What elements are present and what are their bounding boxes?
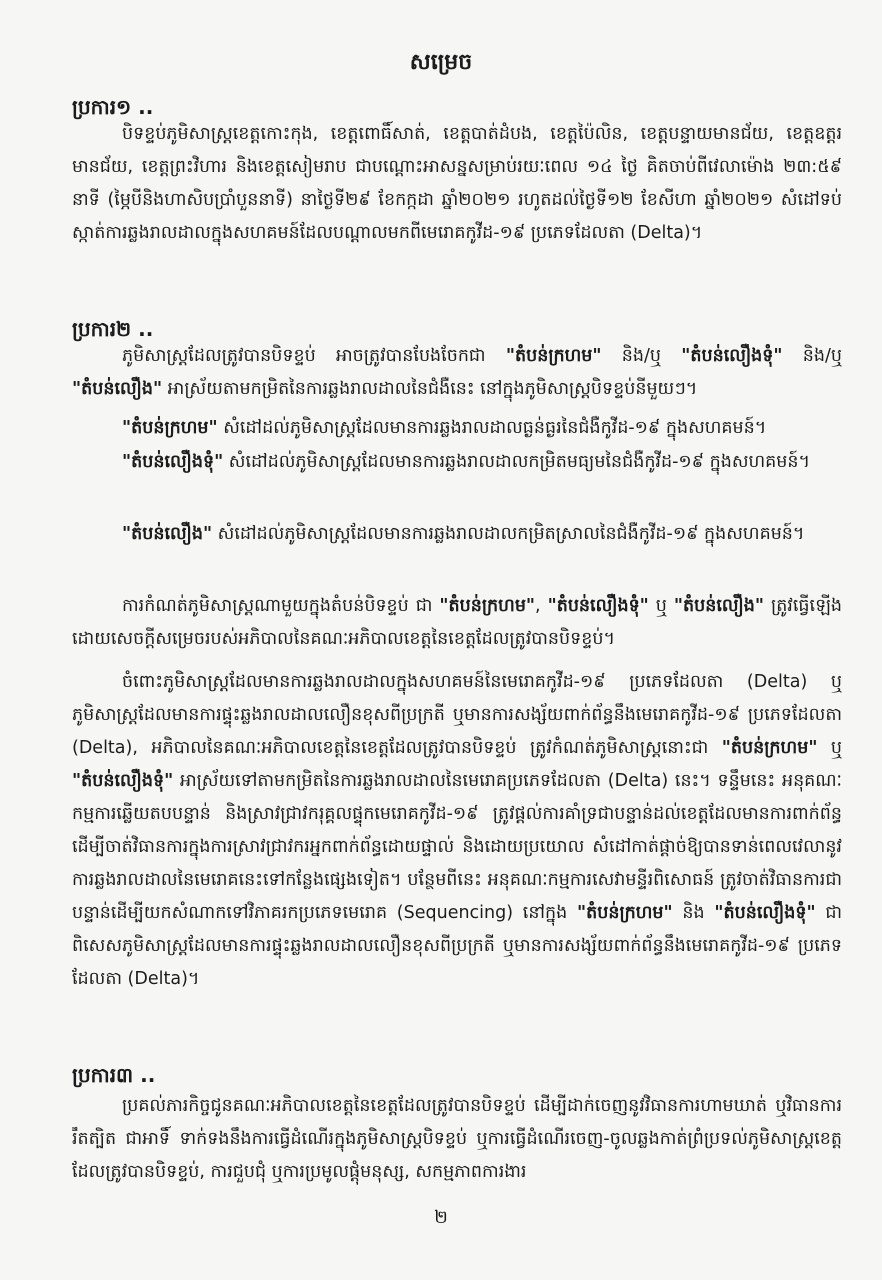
article-2-paragraph-1 bbox=[72, 340, 842, 408]
page-title: សម្រេច bbox=[409, 50, 473, 75]
text-segment: អាស្រ័យតាមកម្រិតនៃការឆ្លងរាលដាលនៃជំងឺនេះ នៅក្នុងភូមិសាស្ត្របិទខ្ទប់នីមួយៗ។ bbox=[162, 379, 698, 399]
term-red-zone: "តំបន់ក្រហម" bbox=[721, 738, 818, 758]
text-segment: និង bbox=[672, 903, 715, 923]
article-2-paragraph-5 bbox=[72, 590, 842, 658]
article-2-paragraph-3 bbox=[72, 446, 842, 514]
page-number: ២ bbox=[434, 1207, 448, 1228]
text-segment: និង/ឬ bbox=[782, 346, 842, 366]
article-3-paragraph: ប្រគល់ភារកិច្ចជូនគណៈអភិបាលខេត្តនៃខេត្តដែលត្រូវបានបិទខ្ទប់ ដើម្បីដាក់ចេញនូវវិធានការហាមឃាត់ ឬវិធានការរឹតត្បិត ជាអាទិ៍ ទាក់ទងនឹងការធ្វើដំណើរក្នុងភូមិសាស្ត្របិទខ្ទប់ ឬការធ្វើដំណើរចេញ-ចូលឆ្លងកាត់ព្រំប្រទល់ភូមិសាស្ត្រខេត្តដែលត្រូវបានបិទខ្ទប់, ការជួបជុំ ឬការប្រមូលផ្ដុំមនុស្ស, សកម្មភាពការងារ bbox=[72, 1096, 842, 1182]
text-segment: ជាពិសេសភូមិសាស្ត្រដែលមានការផ្ទុះឆ្លងរាលដាលលឿនខុសពីប្រក្រតី ឬមានការសង្ស័យពាក់ព័ន្ធនឹងមេរោគកូវីដ-១៩ ប្រភេទដែលតា (Delta)។ bbox=[72, 903, 842, 989]
term-dark-yellow-zone: "តំបន់លឿងទុំ" bbox=[72, 771, 174, 791]
term-yellow-zone: "តំបន់លឿង" bbox=[72, 379, 163, 399]
text-segment: និង/ឬ bbox=[601, 346, 682, 366]
text-segment: ឬ bbox=[648, 596, 674, 616]
article-2-heading: ប្រការ២ .. bbox=[72, 317, 154, 341]
text-segment: , bbox=[535, 596, 548, 616]
article-2-paragraph-4 bbox=[72, 518, 842, 586]
term-dark-yellow-zone: "តំបន់លឿងទុំ" bbox=[681, 346, 783, 366]
term-dark-yellow-zone: "តំបន់លឿងទុំ" bbox=[714, 903, 816, 923]
term-yellow-zone: "តំបន់លឿង" bbox=[122, 524, 213, 544]
term-red-zone: "តំបន់ក្រហម" bbox=[505, 346, 602, 366]
text-segment: ឬ bbox=[817, 738, 842, 758]
text-segment: ត្រូវធ្វើឡើងដោយសេចក្តីសម្រេចរបស់អភិបាលនៃគណៈអភិបាលខេត្តនៃខេត្តដែលត្រូវបានបិទខ្ទប់។ bbox=[72, 596, 842, 649]
article-2-paragraph-2 bbox=[72, 412, 842, 446]
text-segment: អាស្រ័យទៅតាមកម្រិតនៃការឆ្លងរាលដាលនៃមេរោគប្រភេទដែលតា (Delta) នេះ។ ទន្ទឹមនេះ អនុគណៈកម្មការឆ្លើយតបបន្ទាន់ និងស្រាវជ្រាវករុគ្គលផ្ទុកមេរោគកូវីដ-១៩ ត្រូវផ្ដល់ការគាំទ្រជាបន្ទាន់ដល់ខេត្តដែលមានការពាក់ព័ន្ធ ដើម្បីចាត់វិធានការក្នុងការស្រាវជ្រាវករអ្នកពាក់ព័ន្ធដោយផ្ទាល់ និងដោយប្រយោល សំដៅកាត់ផ្ដាច់ឱ្យបានទាន់ពេលវេលានូវការឆ្លងរាលដាលនៃមេរោគនេះទៅកន្លែងផ្សេងទៀត។ បន្ថែមពីនេះ អនុគណៈកម្មការសេវាមន្ទីរពិសោធន៍ ត្រូវចាត់វិធានការជាបន្ទាន់ដើម្បីយកសំណាកទៅវិភាគរកប្រភេទមេរោគ (Sequencing) នៅក្នុង bbox=[72, 771, 842, 923]
term-dark-yellow-zone: "តំបន់លឿងទុំ" bbox=[122, 452, 224, 472]
text-segment: ភូមិសាស្ត្រដែលត្រូវបានបិទខ្ទប់ អាចត្រូវបានបែងចែកជា bbox=[122, 346, 506, 366]
text-segment: សំដៅដល់ភូមិសាស្ត្រដែលមានការឆ្លងរាលដាលធ្ងន់ធ្ងរនៃជំងឺកូវីដ-១៩ ក្នុងសហគមន៍។ bbox=[217, 418, 767, 438]
term-red-zone: "តំបន់ក្រហម" bbox=[439, 596, 536, 616]
term-red-zone: "តំបន់ក្រហម" bbox=[122, 418, 218, 438]
text-segment: សំដៅដល់ភូមិសាស្ត្រដែលមានការឆ្លងរាលដាលកម្រិតមធ្យមនៃជំងឺកូវីដ-១៩ ក្នុងសហគមន៍។ bbox=[223, 452, 811, 472]
article-2-paragraph-6 bbox=[72, 666, 842, 1038]
term-yellow-zone: "តំបន់លឿង" bbox=[673, 596, 764, 616]
text-segment: សំដៅដល់ភូមិសាស្ត្រដែលមានការឆ្លងរាលដាលកម្រិតស្រាលនៃជំងឺកូវីដ-១៩ ក្នុងសហគមន៍។ bbox=[212, 524, 805, 544]
text-segment: ការកំណត់ភូមិសាស្ត្រណាមួយក្នុងតំបន់បិទខ្ទប់ ជា bbox=[122, 596, 440, 616]
text-segment: ចំពោះភូមិសាស្ត្រដែលមានការឆ្លងរាលដាលក្នុងសហគមន៍នៃមេរោគកូវីដ-១៩ ប្រភេទដែលតា (Delta) ឬភូមិសាស្ត្រដែលមានការផ្ទុះឆ្លងរាលដាលលឿនខុសពីប្រក្រតី ឬមានការសង្ស័យពាក់ព័ន្ធនឹងមេរោគកូវីដ-១៩ ប្រភេទដែលតា (Delta), អភិបាលនៃគណៈអភិបាលខេត្តនៃខេត្តដែលត្រូវបានបិទខ្ទប់ ត្រូវកំណត់ភូមិសាស្ត្រនោះជា bbox=[72, 672, 842, 758]
term-dark-yellow-zone: "តំបន់លឿងទុំ" bbox=[547, 596, 649, 616]
article-1-paragraph: បិទខ្ទប់ភូមិសាស្ត្រខេត្តកោះកុង, ខេត្តពោធិ៍សាត់, ខេត្តបាត់ដំបង, ខេត្តប៉ៃលិន, ខេត្តបន្ទាយមានជ័យ, ខេត្តឧត្តរមានជ័យ, ខេត្តព្រះវិហារ និងខេត្តសៀមរាប ជាបណ្ដោះអាសន្នសម្រាប់រយៈពេល ១៤ ថ្ងៃ គិតចាប់ពីវេលាម៉ោង ២៣:៥៩ នាទី (ម្ភៃបីនិងហាសិបប្រាំបួននាទី) នាថ្ងៃទី២៩ ខែកក្កដា ឆ្នាំ២០២១ រហូតដល់ថ្ងៃទី១២ ខែសីហា ឆ្នាំ២០២១ សំដៅទប់ស្កាត់ការឆ្លងរាលដាលក្នុងសហគមន៍ដែលបណ្ដាលមកពីមេរោគកូវីដ-១៩ ប្រភេទដែលតា (Delta)។ bbox=[72, 124, 842, 243]
article-3-heading: ប្រការ៣ .. bbox=[72, 1063, 156, 1087]
article-1-heading: ប្រការ១ .. bbox=[72, 95, 154, 119]
term-red-zone: "តំបន់ក្រហម" bbox=[577, 903, 673, 923]
